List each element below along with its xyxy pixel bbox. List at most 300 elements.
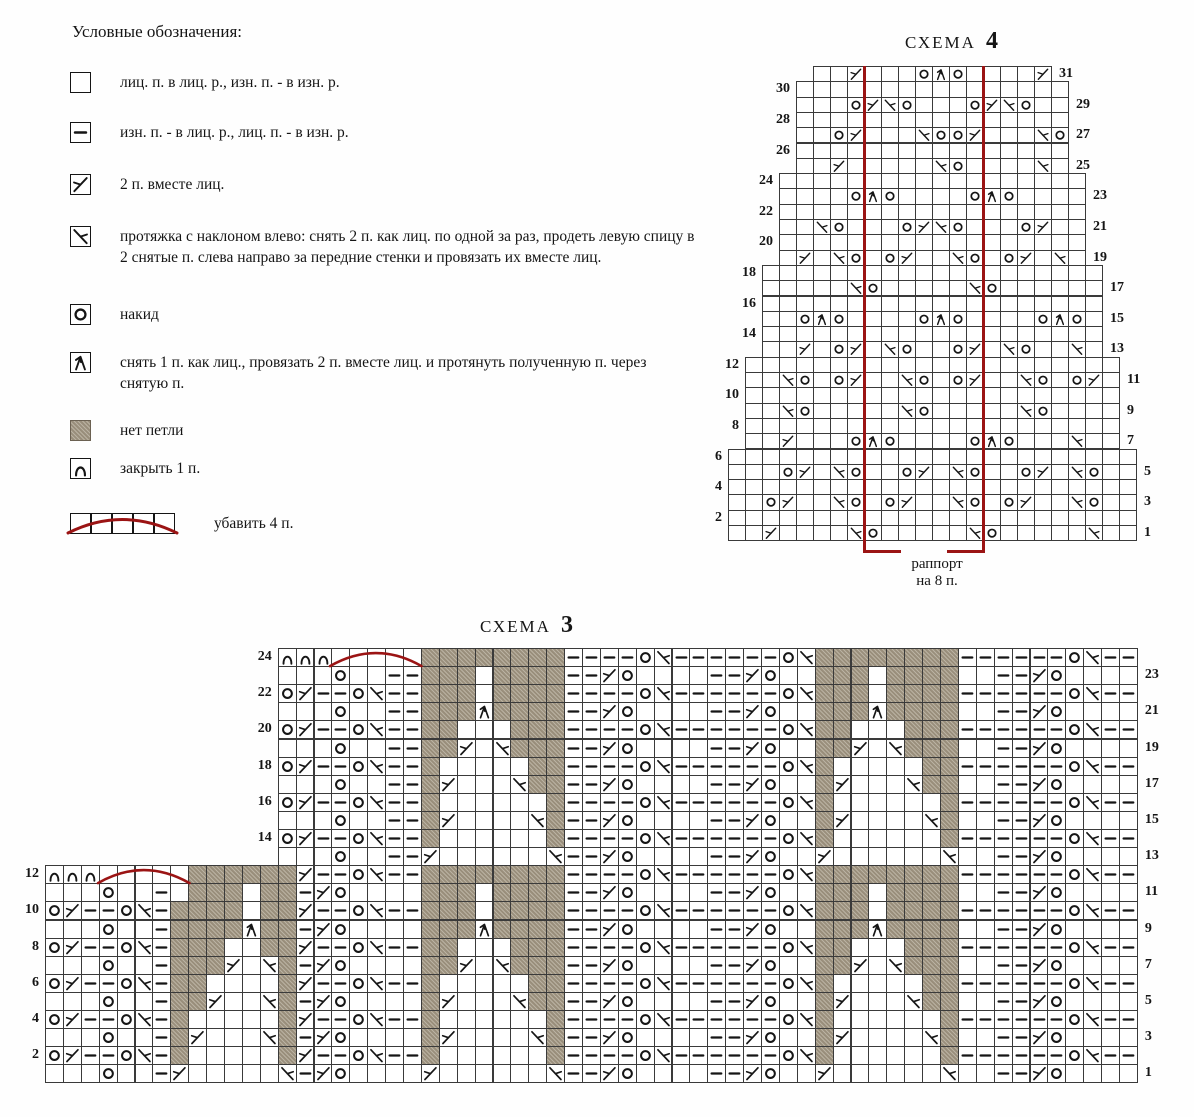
chart-cell — [403, 865, 422, 884]
chart-cell — [932, 158, 950, 174]
chart-cell — [206, 1028, 225, 1047]
row-number-label: 17 — [1110, 280, 1124, 296]
chart-cell — [983, 143, 1001, 159]
chart-cell — [958, 757, 977, 776]
chart-cell — [636, 992, 655, 1011]
chart-cell — [546, 974, 565, 993]
chart-cell — [743, 956, 762, 975]
chart-cell — [1017, 127, 1035, 143]
chart-cell — [278, 865, 297, 884]
chart-cell — [1000, 357, 1018, 373]
chart-cell — [761, 757, 780, 776]
chart-cell — [830, 219, 848, 235]
chart-cell — [881, 403, 899, 419]
chart-cell — [278, 901, 297, 920]
chart-cell — [761, 883, 780, 902]
chart-cell — [689, 684, 708, 703]
chart-cell — [904, 648, 923, 667]
chart-cell — [367, 702, 386, 721]
chart-cell — [915, 296, 933, 312]
chart-cell — [1017, 311, 1035, 327]
chart-cell — [1065, 956, 1084, 975]
chart-cell — [833, 1010, 852, 1029]
row-number-label: 22 — [257, 685, 272, 701]
chart-cell — [886, 648, 905, 667]
chart-cell — [582, 684, 601, 703]
row-number-label: 8 — [732, 417, 739, 433]
chart-cell — [63, 1010, 82, 1029]
chart-cell — [983, 296, 1001, 312]
chart-cell — [224, 901, 243, 920]
chart-cell — [278, 702, 297, 721]
chart-cell — [761, 992, 780, 1011]
chart-cell — [949, 326, 967, 342]
chart-cell — [242, 974, 261, 993]
chart-cell — [403, 956, 422, 975]
chart-cell — [743, 702, 762, 721]
chart-cell — [600, 974, 619, 993]
chart-cell — [815, 1064, 834, 1083]
chart-cell — [654, 847, 673, 866]
chart-cell — [1000, 250, 1018, 266]
chart-cell — [689, 992, 708, 1011]
chart-cell — [582, 793, 601, 812]
chart-cell — [170, 1010, 189, 1029]
chart-cell — [833, 974, 852, 993]
chart-cell — [813, 494, 831, 510]
chart-cell — [636, 901, 655, 920]
bind-off-icon — [70, 458, 91, 479]
chart-cell — [779, 280, 797, 296]
chart-cell — [898, 464, 916, 480]
chart-cell — [654, 720, 673, 739]
chart-cell — [932, 280, 950, 296]
chart-cell — [743, 757, 762, 776]
chart-cell — [1102, 525, 1120, 541]
chart-cell — [958, 901, 977, 920]
chart-cell — [421, 1028, 440, 1047]
chart-cell — [331, 956, 350, 975]
chart-cell — [1065, 829, 1084, 848]
chart-cell — [994, 702, 1013, 721]
row-number-label: 14 — [742, 326, 756, 342]
chart-cell — [1085, 403, 1103, 419]
chart-cell — [915, 387, 933, 403]
chart-cell — [1051, 357, 1069, 373]
chart-cell — [1102, 464, 1120, 480]
chart-cell — [1101, 992, 1120, 1011]
chart-cell — [815, 1028, 834, 1047]
chart-cell — [672, 648, 691, 667]
chart-cell — [1083, 1028, 1102, 1047]
chart-cell — [779, 311, 797, 327]
chart-cell — [743, 1010, 762, 1029]
chart-cell — [833, 739, 852, 758]
chart-cell — [922, 938, 941, 957]
chart-cell — [564, 938, 583, 957]
chart-cell — [349, 720, 368, 739]
chart-cell — [958, 793, 977, 812]
chart-cell — [63, 865, 82, 884]
chart-cell — [689, 829, 708, 848]
chart-cell — [813, 296, 831, 312]
chart-cell — [1030, 684, 1049, 703]
chart-cell — [1119, 479, 1137, 495]
chart-cell — [743, 666, 762, 685]
chart-cell — [385, 992, 404, 1011]
chart-cell — [546, 992, 565, 1011]
chart-cell — [796, 112, 814, 128]
chart-cell — [976, 811, 995, 830]
chart-cell — [1068, 372, 1086, 388]
chart-cell — [779, 449, 797, 465]
chart-cell — [1068, 311, 1086, 327]
chart-cell — [421, 901, 440, 920]
chart-cell — [510, 720, 529, 739]
chart-cell — [296, 666, 315, 685]
chart-cell — [296, 684, 315, 703]
chart-cell — [725, 1064, 744, 1083]
chart-cell — [1034, 280, 1052, 296]
chart-cell — [1085, 449, 1103, 465]
chart-cell — [881, 510, 899, 526]
chart-cell — [1047, 974, 1066, 993]
chart-cell — [1119, 956, 1138, 975]
chart-cell — [1051, 449, 1069, 465]
chart-cell — [654, 829, 673, 848]
chart-cell — [528, 1028, 547, 1047]
chart-cell — [385, 920, 404, 939]
chart-cell — [797, 739, 816, 758]
chart-cell — [1119, 992, 1138, 1011]
chart-cell — [1101, 829, 1120, 848]
chart-cell — [898, 418, 916, 434]
chart-cell — [940, 811, 959, 830]
chart-cell — [833, 1064, 852, 1083]
chart-cell — [385, 684, 404, 703]
row-number-label: 18 — [257, 757, 272, 773]
chart-cell — [546, 757, 565, 776]
chart-cell — [796, 234, 814, 250]
chart-cell — [904, 775, 923, 794]
chart-cell — [762, 403, 780, 419]
chart-cell — [915, 158, 933, 174]
chart-cell — [636, 793, 655, 812]
chart-cell — [672, 829, 691, 848]
chart-cell — [636, 1046, 655, 1065]
chart-cell — [1102, 433, 1120, 449]
chart-cell — [833, 847, 852, 866]
chart-cell — [367, 1028, 386, 1047]
chart-cell — [898, 143, 916, 159]
chart-cell — [331, 684, 350, 703]
chart-cell — [439, 1064, 458, 1083]
chart-cell — [457, 974, 476, 993]
chart-cell — [813, 234, 831, 250]
chart-cell — [421, 938, 440, 957]
chart-cell — [278, 739, 297, 758]
chart-cell — [958, 1010, 977, 1029]
chart-cell — [385, 974, 404, 993]
chart-cell — [1083, 666, 1102, 685]
chart-cell — [983, 311, 1001, 327]
chart-cell — [1083, 775, 1102, 794]
chart-cell — [689, 720, 708, 739]
chart-cell — [1068, 494, 1086, 510]
row-number-label: 17 — [1144, 775, 1159, 791]
chart-cell — [314, 865, 333, 884]
chart-cell — [45, 1028, 64, 1047]
chart-cell — [296, 757, 315, 776]
chart-cell — [510, 775, 529, 794]
chart-cell — [582, 847, 601, 866]
chart-cell — [1119, 494, 1137, 510]
chart-cell — [1017, 510, 1035, 526]
chart-cell — [528, 793, 547, 812]
chart-cell — [457, 847, 476, 866]
chart-cell — [367, 684, 386, 703]
chart-cell — [762, 464, 780, 480]
chart-cell — [813, 127, 831, 143]
chart-cell — [881, 188, 899, 204]
chart-cell — [851, 938, 870, 957]
chart-cell — [886, 1046, 905, 1065]
chart-cell — [725, 757, 744, 776]
chart-cell — [63, 920, 82, 939]
chart-cell — [45, 901, 64, 920]
chart-cell — [582, 992, 601, 1011]
chart-cell — [224, 920, 243, 939]
chart-cell — [421, 720, 440, 739]
chart-cell — [779, 811, 798, 830]
chart-cell — [796, 158, 814, 174]
chart-cell — [45, 865, 64, 884]
chart-cell — [915, 173, 933, 189]
chart-cell — [1030, 883, 1049, 902]
chart-cell — [1034, 204, 1052, 220]
chart-cell — [725, 775, 744, 794]
chart-cell — [940, 883, 959, 902]
chart-cell — [983, 188, 1001, 204]
chart-cell — [528, 648, 547, 667]
chart-cell — [349, 1010, 368, 1029]
chart-cell — [940, 938, 959, 957]
chart-cell — [636, 847, 655, 866]
chart-cell — [932, 265, 950, 281]
chart-cell — [135, 956, 154, 975]
row-number-label: 21 — [1093, 219, 1107, 234]
chart-cell — [314, 883, 333, 902]
chart-cell — [564, 757, 583, 776]
chart-cell — [1068, 479, 1086, 495]
chart-cell — [983, 280, 1001, 296]
chart-cell — [689, 847, 708, 866]
chart-cell — [1017, 464, 1035, 480]
chart-cell — [546, 920, 565, 939]
row-number-label: 26 — [776, 142, 790, 158]
chart-cell — [881, 479, 899, 495]
chart-cell — [618, 720, 637, 739]
chart-cell — [779, 403, 797, 419]
chart-cell — [528, 883, 547, 902]
chart-cell — [45, 956, 64, 975]
chart-cell — [904, 757, 923, 776]
chart-cell — [779, 341, 797, 357]
chart-cell — [797, 811, 816, 830]
chart-cell — [868, 1010, 887, 1029]
chart-cell — [743, 974, 762, 993]
chart-cell — [958, 811, 977, 830]
chart-cell — [983, 403, 1001, 419]
chart-cell — [796, 265, 814, 281]
chart-cell — [922, 865, 941, 884]
chart-cell — [510, 757, 529, 776]
chart-cell — [779, 702, 798, 721]
chart-cell — [994, 793, 1013, 812]
chart-cell — [654, 938, 673, 957]
chart-cell — [1030, 829, 1049, 848]
chart-cell — [994, 1064, 1013, 1083]
chart-cell — [1101, 720, 1120, 739]
chart-cell — [1034, 326, 1052, 342]
chart-cell — [830, 464, 848, 480]
chart-cell — [242, 992, 261, 1011]
chart-cell — [915, 341, 933, 357]
chart-cell — [904, 793, 923, 812]
chart-cell — [761, 811, 780, 830]
chart-cell — [949, 250, 967, 266]
chart-cell — [940, 739, 959, 758]
chart-cell — [1051, 112, 1069, 128]
chart-cell — [868, 793, 887, 812]
chart-cell — [815, 865, 834, 884]
chart-cell — [833, 992, 852, 1011]
chart-cell — [1065, 1064, 1084, 1083]
chart-cell — [331, 793, 350, 812]
chart-cell — [618, 648, 637, 667]
chart-cell — [1034, 250, 1052, 266]
chart-cell — [618, 1028, 637, 1047]
chart-cell — [81, 974, 100, 993]
chart-cell — [1068, 418, 1086, 434]
chart-cell — [949, 464, 967, 480]
chart-cell — [1012, 974, 1031, 993]
chart-cell — [582, 702, 601, 721]
chart-cell — [813, 188, 831, 204]
chart-cell — [983, 510, 1001, 526]
chart-cell — [725, 956, 744, 975]
chart-cell — [1047, 956, 1066, 975]
row-number-label: 22 — [759, 203, 773, 219]
chart-cell — [833, 793, 852, 812]
chart-cell — [1051, 525, 1069, 541]
chart-cell — [188, 920, 207, 939]
chart-cell — [762, 479, 780, 495]
chart-cell — [600, 901, 619, 920]
chart-cell — [725, 883, 744, 902]
chart-cell — [1101, 1064, 1120, 1083]
chart-cell — [813, 204, 831, 220]
chart-cell — [296, 793, 315, 812]
chart-cell — [528, 757, 547, 776]
legend-text: нет петли — [120, 422, 184, 439]
chart-cell — [958, 720, 977, 739]
chart-cell — [260, 1046, 279, 1065]
chart-cell — [922, 666, 941, 685]
chart-cell — [1034, 479, 1052, 495]
chart-cell — [367, 1064, 386, 1083]
chart-cell — [403, 739, 422, 758]
legend-text: изн. п. - в лиц. р., лиц. п. - в изн. р. — [120, 124, 349, 141]
chart-cell — [779, 433, 797, 449]
chart-cell — [851, 648, 870, 667]
chart-cell — [1051, 173, 1069, 189]
chart-cell — [761, 956, 780, 975]
chart-cell — [830, 357, 848, 373]
chart-cell — [475, 901, 494, 920]
chart-cell — [493, 702, 512, 721]
chart-cell — [564, 739, 583, 758]
row-number-label: 6 — [32, 974, 39, 990]
chart-cell — [493, 847, 512, 866]
chart-cell — [475, 847, 494, 866]
chart-cell — [1083, 1064, 1102, 1083]
chart-cell — [224, 992, 243, 1011]
chart-cell — [170, 1064, 189, 1083]
decrease-arc — [96, 856, 192, 886]
chart-cell — [983, 372, 1001, 388]
chart-cell — [331, 865, 350, 884]
chart-cell — [949, 204, 967, 220]
chart-cell — [1119, 865, 1138, 884]
chart-cell — [886, 739, 905, 758]
chart-cell — [851, 974, 870, 993]
chart-cell — [868, 1028, 887, 1047]
chart-cell — [745, 357, 763, 373]
chart-cell — [868, 720, 887, 739]
chart-cell — [743, 901, 762, 920]
chart-cell — [296, 847, 315, 866]
chart-cell — [983, 494, 1001, 510]
chart-cell — [636, 702, 655, 721]
chart-cell — [1119, 883, 1138, 902]
chart-cell — [983, 204, 1001, 220]
chart-cell — [296, 992, 315, 1011]
legend-text: 2 п. вместе лиц. — [120, 176, 225, 193]
chart-cell — [367, 920, 386, 939]
chart-cell — [1030, 1028, 1049, 1047]
row-number-label: 6 — [715, 448, 722, 464]
chart-cell — [994, 811, 1013, 830]
chart-cell — [813, 510, 831, 526]
chart-cell — [881, 387, 899, 403]
chart-cell — [63, 974, 82, 993]
chart-cell — [439, 865, 458, 884]
chart-cell — [206, 956, 225, 975]
chart-cell — [1000, 265, 1018, 281]
chart-cell — [994, 883, 1013, 902]
chart-cell — [1083, 702, 1102, 721]
chart-cell — [904, 829, 923, 848]
chart-cell — [940, 829, 959, 848]
chart-cell — [170, 1046, 189, 1065]
chart-cell — [1000, 494, 1018, 510]
chart-cell — [1068, 341, 1086, 357]
chart-cell — [762, 296, 780, 312]
chart-cell — [1000, 510, 1018, 526]
chart-cell — [830, 66, 848, 82]
chart-cell — [439, 938, 458, 957]
